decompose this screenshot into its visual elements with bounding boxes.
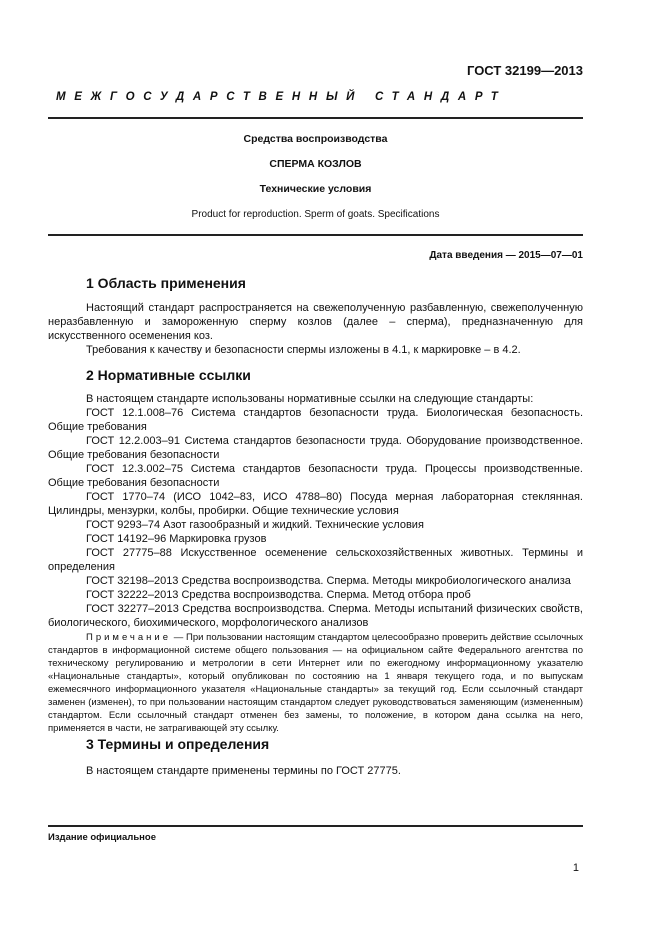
note-label: Примечание [86, 632, 171, 643]
reference-item: ГОСТ 12.2.003–91 Система стандартов безопасности труда. Оборудование производственное. Общие требования безопасности [48, 435, 583, 461]
references-intro: В настоящем стандарте использованы нормативные ссылки на следующие стандарты: [86, 393, 534, 405]
section-2-heading: 2 Нормативные ссылки [86, 367, 251, 383]
reference-item: ГОСТ 32222–2013 Средства воспроизводства. Сперма. Метод отбора проб [86, 589, 471, 601]
section-3-heading: 3 Термины и определения [86, 736, 270, 752]
note-block [48, 631, 583, 735]
footer-rule [48, 825, 583, 827]
interstate-standard-label: МЕЖГОСУДАРСТВЕННЫЙ СТАНДАРТ [56, 91, 507, 103]
reference-item: ГОСТ 9293–74 Азот газообразный и жидкий. Технические условия [86, 519, 424, 531]
section-3-body [48, 764, 583, 778]
header-rule [48, 117, 583, 119]
reference-item: ГОСТ 32198–2013 Средства воспроизводства. Сперма. Методы микробиологического анализа [86, 575, 571, 587]
section-1-body [48, 301, 583, 357]
normative-references [48, 392, 583, 630]
intro-date: Дата введения — 2015—07—01 [429, 250, 583, 261]
gost-number: ГОСТ 32199—2013 [467, 63, 583, 78]
page-number: 1 [572, 862, 579, 874]
note-text: — При пользовании настоящим стандартом целесообразно проверить действие ссылочных стандартов в информационной системе общего пользования — на официальном сайте Федерального агентства по техническому регулированию и метрологии в сети Интернет или по ежегодному информационному указателю «Национальные стандарты», который опубликован по состоянию на 1 января текущего года, и по выпускам ежемесячного информационного указателя «Национальные стандарты» за текущий год. Если ссылочный стандарт заменен (изменен), то при пользовании настоящим стандартом следует руководствоваться заменяющим (измененным) стандартом. Если ссылочный стандарт отменен без замены, то положение, в котором дана ссылка на него, применяется в части, не затрагивающей эту ссылку. [48, 632, 583, 734]
title-name: СПЕРМА КОЗЛОВ [269, 158, 362, 170]
title-rule [48, 234, 583, 236]
section-3-paragraph: В настоящем стандарте применены термины по ГОСТ 27775. [86, 765, 401, 777]
section-1-heading: 1 Область применения [86, 275, 246, 291]
reference-item: ГОСТ 32277–2013 Средства воспроизводства. Сперма. Методы испытаний физических свойств, биологического, биохимического, морфологического анализов [48, 603, 583, 629]
reference-item: ГОСТ 14192–96 Маркировка грузов [86, 533, 267, 545]
official-edition-label: Издание официальное [48, 832, 156, 843]
reference-item: ГОСТ 27775–88 Искусственное осеменение сельскохозяйственных животных. Термины и определения [48, 547, 583, 573]
reference-item: ГОСТ 12.1.008–76 Система стандартов безопасности труда. Биологическая безопасность. Общие требования [48, 407, 583, 433]
title-category: Средства воспроизводства [243, 133, 388, 145]
section-1-paragraph: Требования к качеству и безопасности спермы изложены в 4.1, к маркировке – в 4.2. [86, 344, 521, 356]
reference-item: ГОСТ 12.3.002–75 Система стандартов безопасности труда. Процессы производственные. Общие требования безопасности [48, 463, 583, 489]
section-1-paragraph: Настоящий стандарт распространяется на свежеполученную разбавленную, свежеполученную неразбавленную и замороженную сперму козлов (далее – сперма), предназначенную для искусственного осеменения коз. [48, 302, 583, 342]
title-subtitle: Технические условия [259, 183, 372, 195]
reference-item: ГОСТ 1770–74 (ИСО 1042–83, ИСО 4788–80) Посуда мерная лабораторная стеклянная. Цилиндры, мензурки, колбы, пробирки. Общие технические условия [48, 491, 583, 517]
title-english: Product for reproduction. Sperm of goats. Specifications [191, 209, 440, 220]
